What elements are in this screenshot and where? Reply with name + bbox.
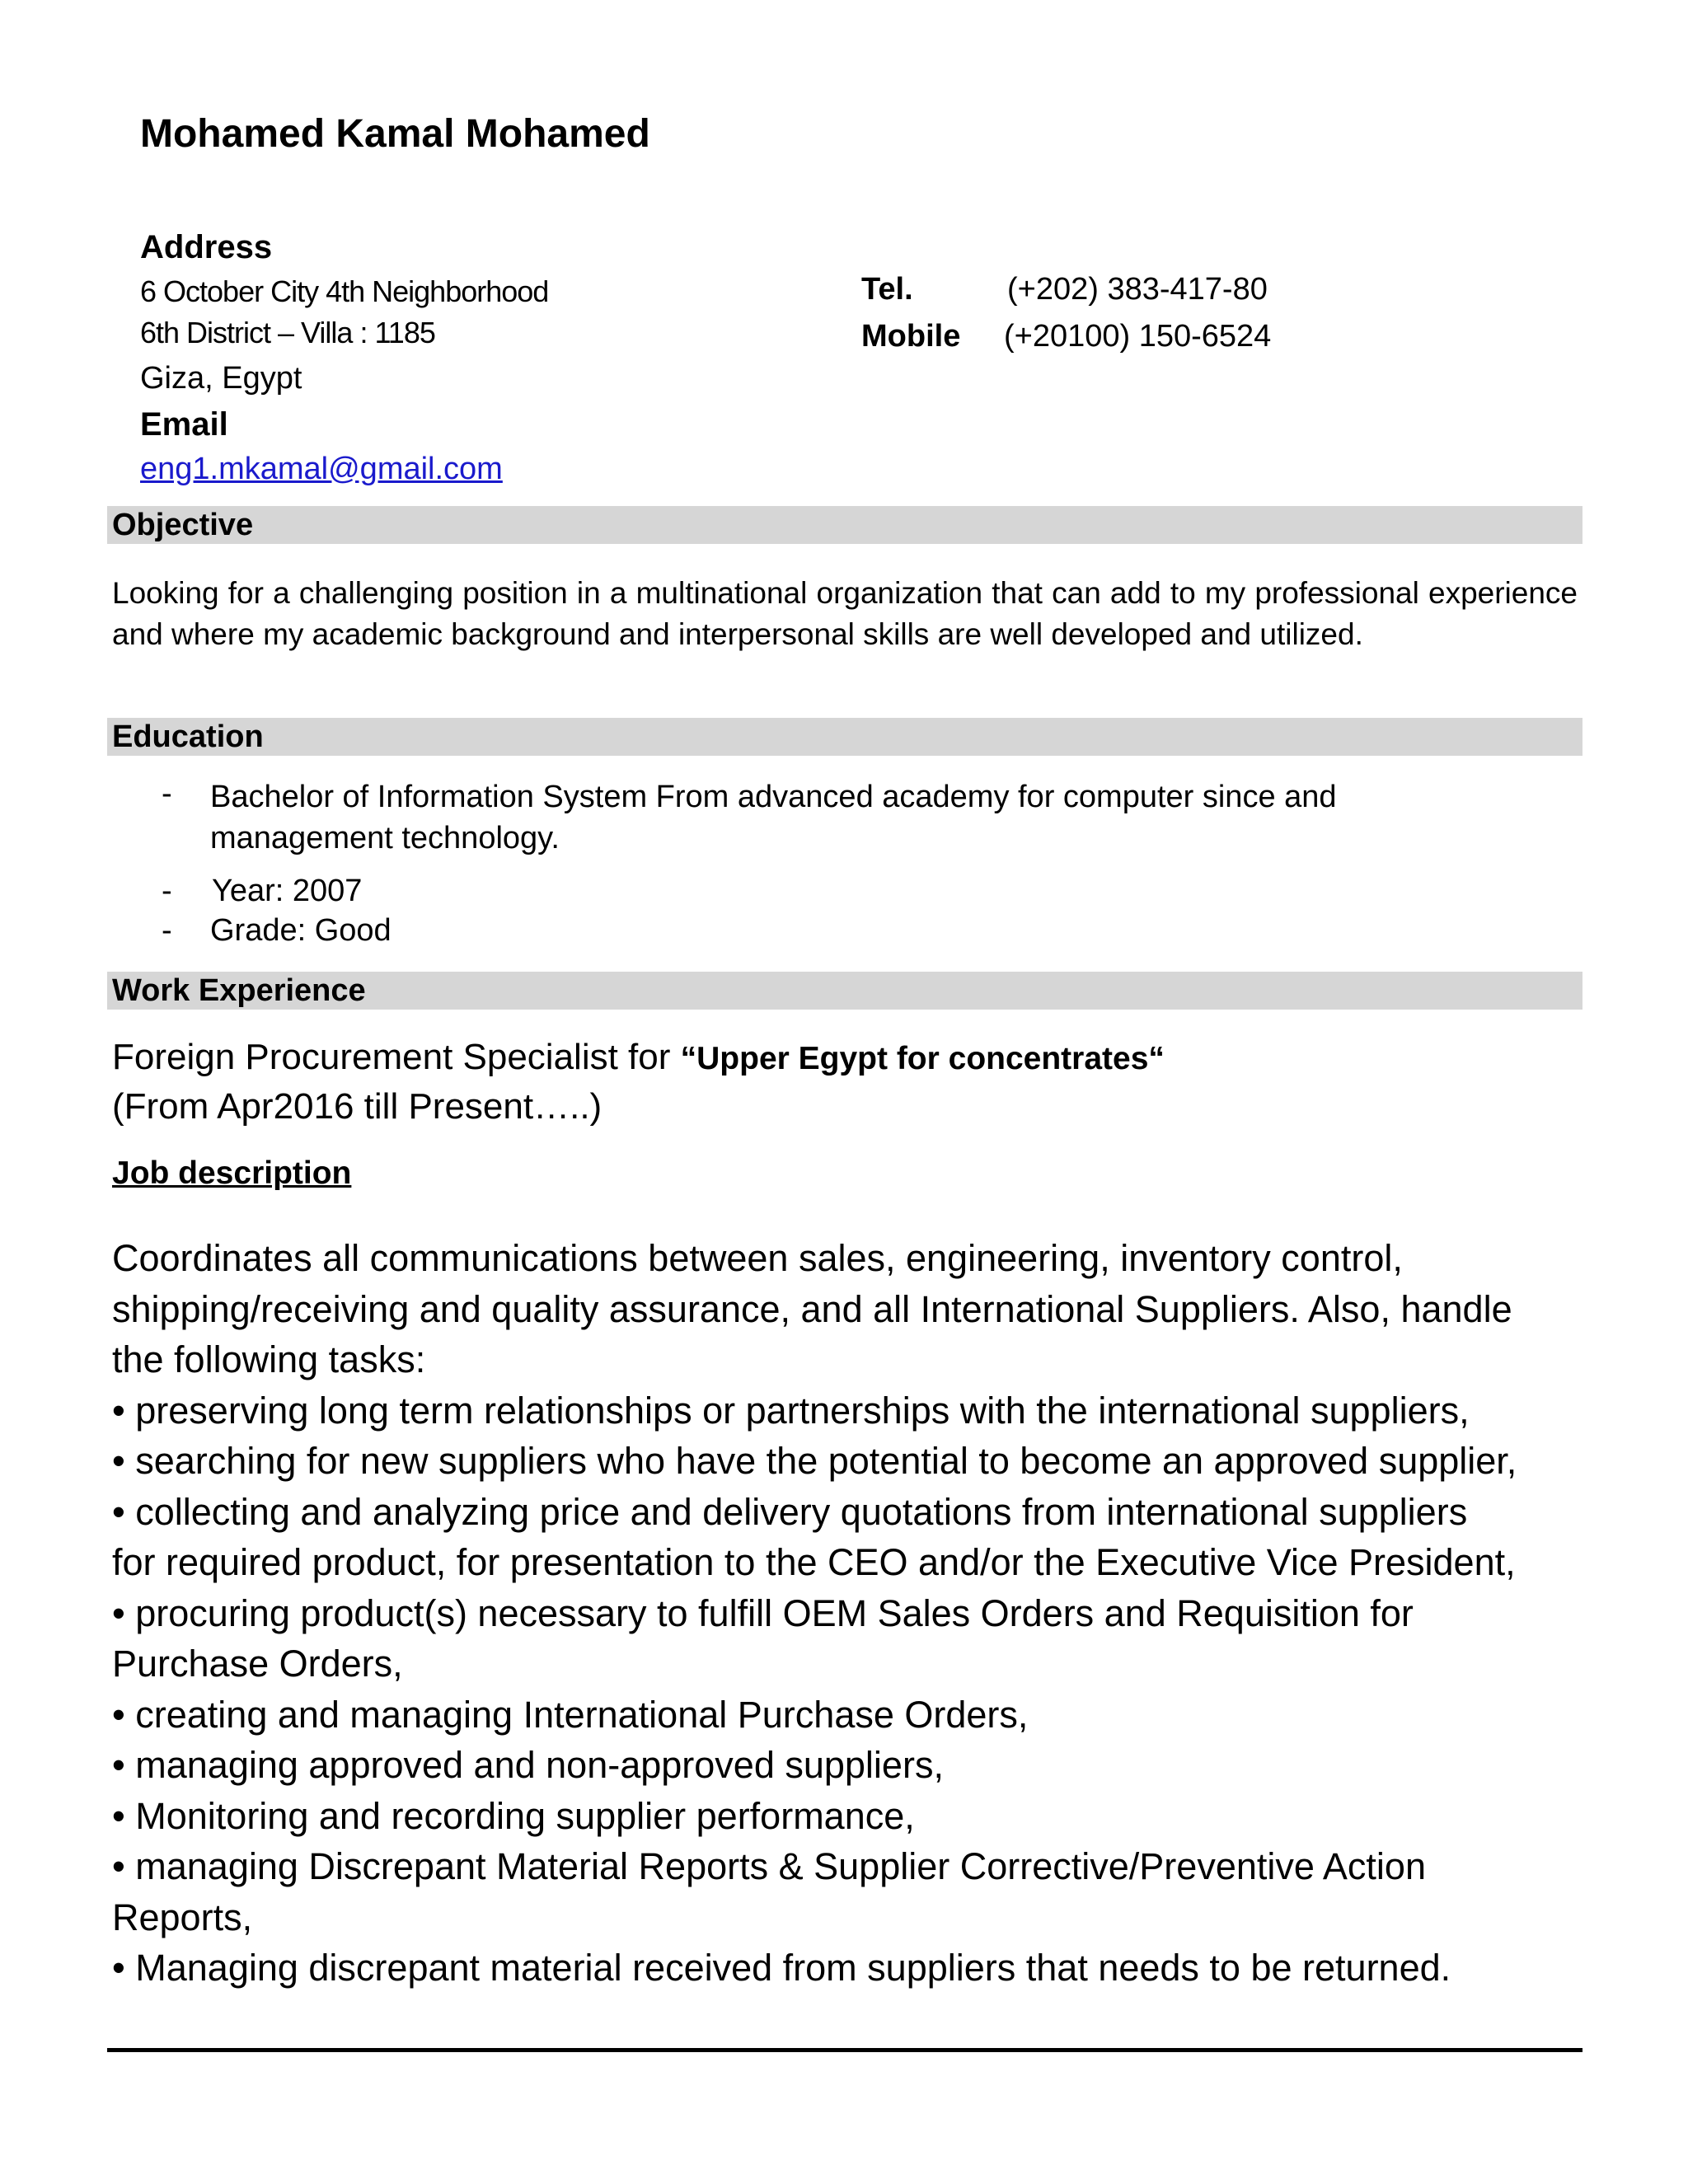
candidate-name: Mohamed Kamal Mohamed [140, 112, 650, 156]
job-description-line: • creating and managing International Purchase Orders, [112, 1693, 1029, 1736]
job-description-heading: Job description [112, 1155, 352, 1191]
job-description-line: • collecting and analyzing price and delivery quotations from international suppliers [112, 1490, 1468, 1533]
address-line-2: 6th District – Villa : 1185 [140, 316, 435, 349]
address-line-1: 6 October City 4th Neighborhood [140, 274, 549, 308]
email-label: Email [140, 406, 228, 443]
job-description-line: • managing Discrepant Material Reports & Supplier Corrective/Preventive Action [112, 1845, 1426, 1887]
education-item-dash: - [162, 874, 172, 908]
job-description-line: • procuring product(s) necessary to fulfill OEM Sales Orders and Requisition for [112, 1591, 1414, 1634]
work-experience-section-bar [107, 972, 1582, 1010]
job-description-line: • managing approved and non-approved suppliers, [112, 1744, 944, 1786]
job-description-line: • Managing discrepant material received from suppliers that needs to be returned. [112, 1947, 1451, 1989]
education-item-year: Year: 2007 [212, 874, 363, 908]
job-description-line: for required product, for presentation to the CEO and/or the Executive Vice President, [112, 1541, 1516, 1583]
mobile-value: (+20100) 150-6524 [1004, 319, 1272, 354]
job-description-line: shipping/receiving and quality assurance, and all International Suppliers. Also, handle [112, 1287, 1512, 1330]
education-heading: Education [112, 719, 264, 754]
job-title-prefix: Foreign Procurement Specialist for [112, 1037, 681, 1077]
job-description-line: Purchase Orders, [112, 1643, 403, 1685]
education-section-bar [107, 718, 1582, 756]
job-description-line: Coordinates all communications between sales, engineering, inventory control, [112, 1237, 1403, 1279]
job-description-line: Reports, [112, 1896, 253, 1938]
education-item-grade: Grade: Good [210, 913, 392, 948]
job-description-line: • searching for new suppliers who have the potential to become an approved supplier, [112, 1440, 1517, 1482]
company-name: “Upper Egypt for concentrates“ [680, 1041, 1165, 1076]
objective-section-bar [107, 506, 1582, 544]
address-line-3: Giza, Egypt [140, 361, 302, 396]
education-item-dash: - [162, 776, 172, 811]
mobile-label: Mobile [861, 319, 961, 354]
email-link[interactable]: eng1.mkamal@gmail.com [140, 452, 503, 486]
objective-text: Looking for a challenging position in a multinational organization that can add to my professional experience and where my academic background and interpersonal skills are well developed and utilized. [112, 576, 1578, 651]
education-item-dash: - [162, 913, 172, 948]
bottom-divider [107, 2048, 1582, 2052]
job-description-line: • Monitoring and recording supplier performance, [112, 1794, 915, 1837]
job-description-line: • preserving long term relationships or partnerships with the international suppliers, [112, 1389, 1470, 1432]
tel-value: (+202) 383-417-80 [1007, 272, 1268, 307]
objective-heading: Objective [112, 508, 254, 542]
work-experience-heading: Work Experience [112, 973, 366, 1008]
job-title [112, 1037, 1165, 1078]
tel-label: Tel. [861, 272, 913, 307]
address-label: Address [140, 229, 273, 265]
education-item-degree: Bachelor of Information System From advanced academy for computer since and management technology. [210, 780, 1337, 855]
job-description-list [112, 1233, 1587, 1994]
job-period: (From Apr2016 till Present…..) [112, 1086, 603, 1127]
job-description-line: the following tasks: [112, 1338, 426, 1380]
